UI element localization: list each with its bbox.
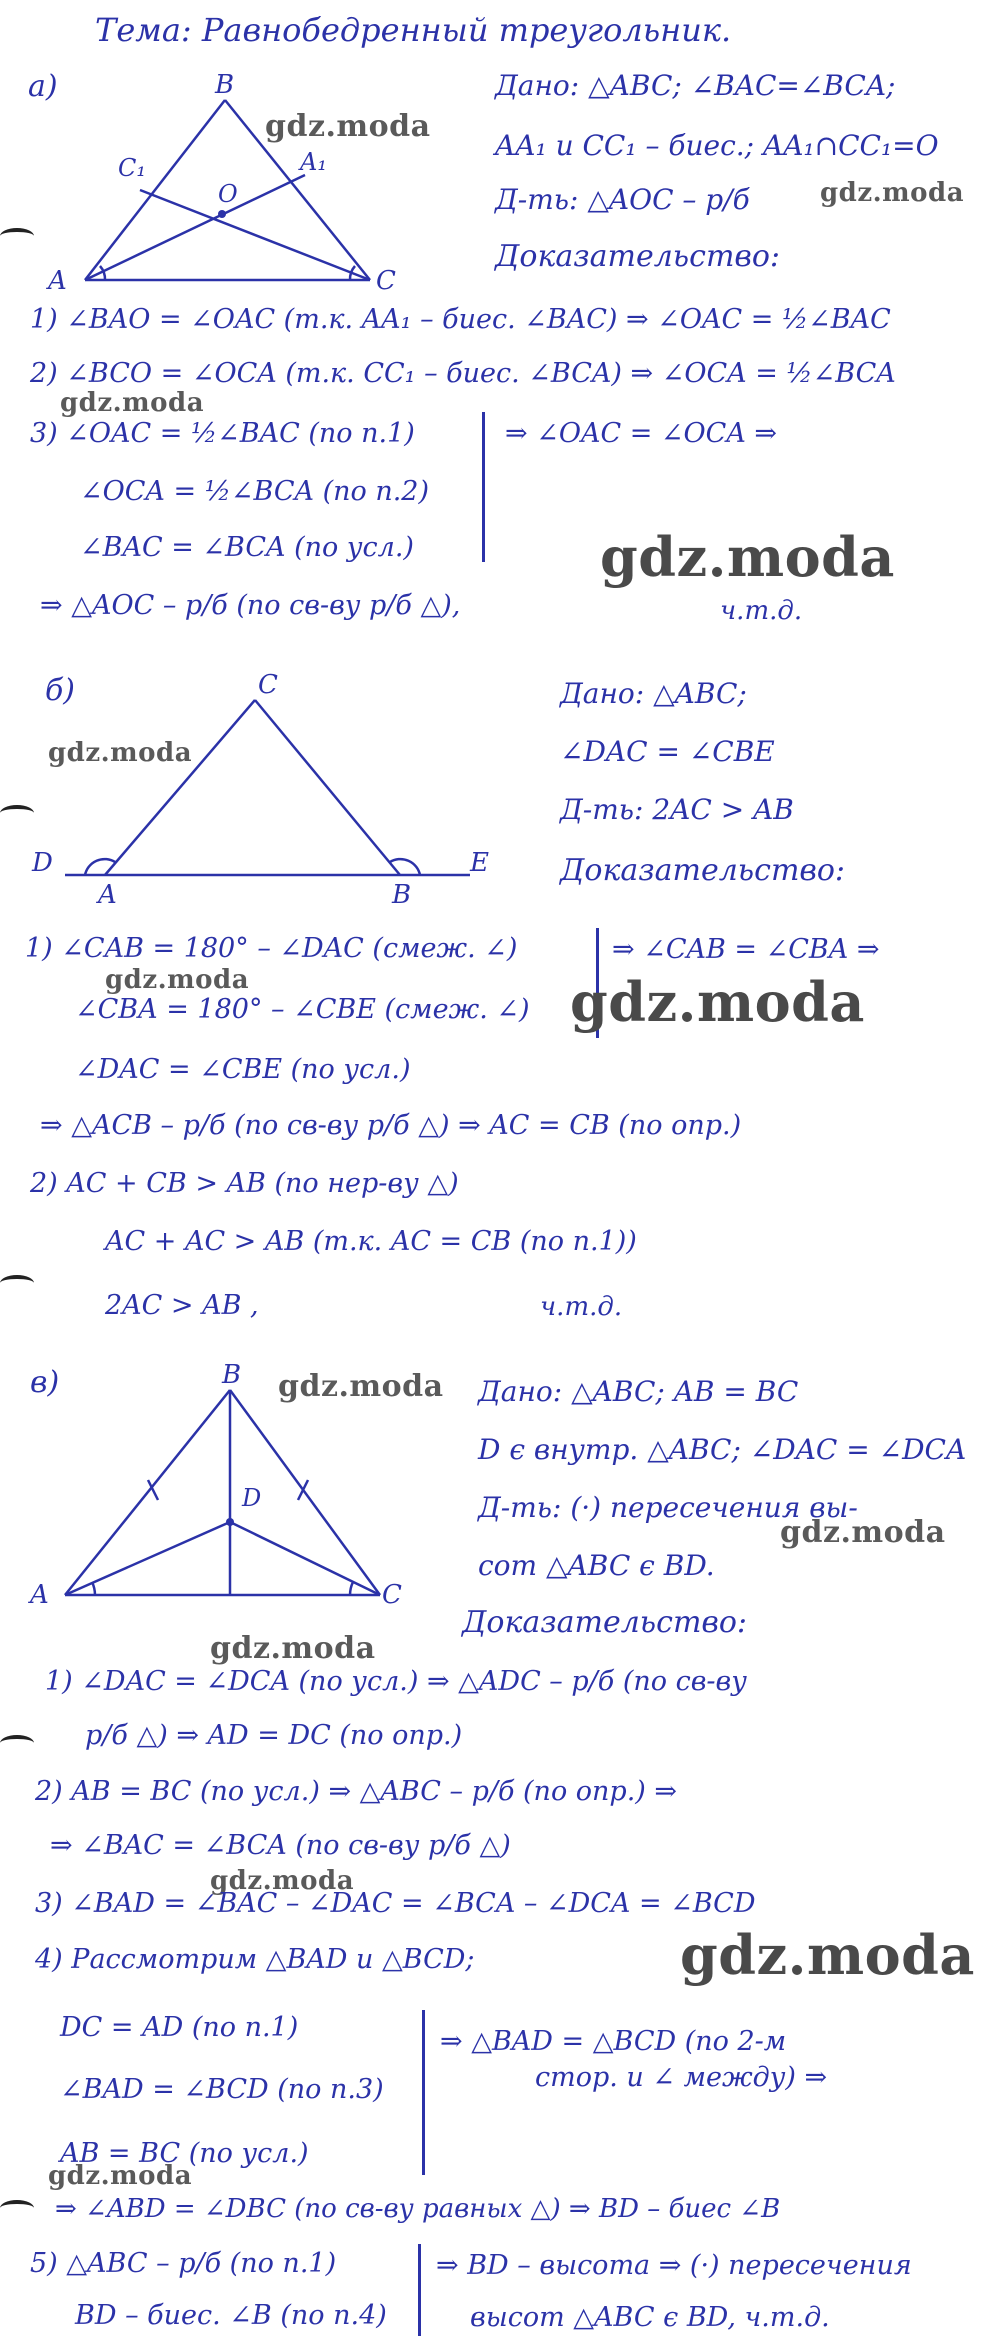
- proof-conclusion: высот △ABC є BD, ч.т.д.: [470, 2302, 830, 2333]
- given-line: Дано: △ABC; AB = BC: [478, 1375, 799, 1408]
- watermark: gdz.moda: [60, 388, 205, 418]
- proof-line: ⇒ △ACB – р/б (по св-ву р/б △) ⇒ AC = CB (по опр.): [40, 1110, 742, 1141]
- part-b-label: б): [45, 673, 76, 708]
- proof-title: Доказательство:: [495, 239, 781, 274]
- part-c-label: в): [30, 1365, 60, 1400]
- proof-line: ∠DAC = ∠CBE (по усл.): [75, 1054, 411, 1085]
- proof-line: BD – биес. ∠B (по п.4): [75, 2300, 387, 2331]
- proof-line: 1) ∠CAB = 180° – ∠DAC (смеж. ∠): [25, 933, 518, 964]
- given-line: D є внутр. △ABC; ∠DAC = ∠DCA: [478, 1433, 967, 1466]
- proof-line: 2AC > AB ,: [105, 1290, 259, 1321]
- watermark: gdz.moda: [105, 965, 250, 995]
- qed: ч.т.д.: [720, 596, 803, 626]
- given-line: AA₁ и CC₁ – биес.; AA₁∩CC₁=O: [495, 129, 939, 162]
- label-b: B: [392, 880, 412, 910]
- part-a-label: а): [28, 69, 58, 104]
- proof-line: 2) ∠BCO = ∠OCA (т.к. CC₁ – биес. ∠BCA) ⇒ ∠OCA = ½∠BCA: [30, 358, 896, 389]
- proof-line: 1) ∠DAC = ∠DCA (по усл.) ⇒ △ADC – р/б (по св-ву: [45, 1666, 747, 1697]
- given-line: Д-ть: 2AC > AB: [560, 793, 794, 826]
- label-a: A: [98, 880, 117, 910]
- label-a: A: [48, 266, 67, 296]
- proof-line: 4) Рассмотрим △BAD и △BCD;: [35, 1944, 475, 1975]
- proof-conclusion: ⇒ ∠CAB = ∠CBA ⇒: [612, 934, 880, 965]
- proof-line: 3) ∠BAD = ∠BAC – ∠DAC = ∠BCA – ∠DCA = ∠BCD: [35, 1888, 756, 1919]
- label-c: C: [258, 670, 278, 700]
- proof-line: DC = AD (по п.1): [60, 2012, 299, 2043]
- proof-conclusion: ⇒ ∠OAC = ∠OCA ⇒: [505, 418, 778, 449]
- page-title: Тема: Равнобедренный треугольник.: [95, 11, 732, 49]
- proof-conclusion: ⇒ △BAD = △BCD (по 2-м: [440, 2026, 787, 2057]
- proof-line: 5) △ABC – р/б (по п.1): [30, 2248, 337, 2279]
- proof-line: 1) ∠BAO = ∠OAC (т.к. AA₁ – биес. ∠BAC) ⇒ ∠OAC = ½∠BAC: [30, 304, 891, 335]
- given-line: Д-ть: (·) пересечения вы-: [478, 1491, 858, 1524]
- watermark: gdz.moda: [48, 2161, 193, 2191]
- watermark: gdz.moda: [278, 1369, 444, 1404]
- watermark: gdz.moda: [680, 1923, 975, 1987]
- given-line: сот △ABC є BD.: [478, 1549, 715, 1582]
- proof-line: ∠BAD = ∠BCD (по п.3): [60, 2074, 384, 2105]
- proof-line: AB = BC (по усл.): [60, 2138, 309, 2169]
- label-c1: C₁: [118, 154, 146, 182]
- given-line: Дано: △ABC;: [560, 677, 747, 710]
- proof-title: Доказательство:: [560, 853, 846, 888]
- label-c: C: [382, 1580, 402, 1610]
- proof-conclusion: стор. и ∠ между) ⇒: [535, 2062, 828, 2093]
- label-c: C: [376, 266, 396, 296]
- given-line: Д-ть: △AOC – р/б: [495, 183, 750, 216]
- proof-line: ⇒ △AOC – р/б (по св-ву р/б △),: [40, 590, 461, 621]
- brace-line: [418, 2244, 421, 2336]
- label-o: O: [218, 180, 238, 208]
- given-line: Дано: △ABC; ∠BAC=∠BCA;: [495, 69, 896, 102]
- watermark: gdz.moda: [570, 970, 865, 1034]
- proof-line: ∠OCA = ½∠BCA (по п.2): [80, 476, 430, 507]
- proof-line: ⇒ ∠ABD = ∠DBC (по св-ву равных △) ⇒ BD – биес ∠B: [55, 2194, 781, 2224]
- proof-line: ⇒ ∠BAC = ∠BCA (по св-ву р/б △): [50, 1830, 511, 1861]
- proof-line: ∠BAC = ∠BCA (по усл.): [80, 532, 414, 563]
- label-b: B: [222, 1360, 242, 1390]
- watermark: gdz.moda: [265, 109, 431, 144]
- watermark: gdz.moda: [210, 1631, 376, 1666]
- proof-title: Доказательство:: [462, 1605, 748, 1640]
- label-a1: A₁: [300, 148, 327, 176]
- proof-line: 2) AB = BC (по усл.) ⇒ △ABC – р/б (по опр.) ⇒: [35, 1776, 678, 1807]
- given-line: ∠DAC = ∠CBE: [560, 735, 775, 768]
- proof-conclusion: ⇒ BD – высота ⇒ (·) пересечения: [436, 2250, 912, 2281]
- label-d: D: [242, 1484, 262, 1512]
- proof-line: р/б △) ⇒ AD = DC (по опр.): [85, 1720, 463, 1751]
- label-d: D: [32, 848, 53, 878]
- label-b: B: [215, 70, 235, 100]
- proof-line: 3) ∠OAC = ½∠BAC (по п.1): [30, 418, 415, 449]
- qed: ч.т.д.: [540, 1292, 623, 1322]
- proof-line: ∠CBA = 180° – ∠CBE (смеж. ∠): [75, 994, 530, 1025]
- watermark: gdz.moda: [600, 525, 895, 589]
- proof-line: AC + AC > AB (т.к. AC = CB (по п.1)): [105, 1226, 637, 1257]
- brace-line: [422, 2010, 425, 2175]
- label-a: A: [30, 1580, 49, 1610]
- watermark: gdz.moda: [780, 1515, 946, 1550]
- label-e: E: [470, 848, 489, 878]
- watermark: gdz.moda: [820, 178, 965, 208]
- watermark: gdz.moda: [48, 738, 193, 768]
- watermark: gdz.moda: [210, 1866, 355, 1896]
- proof-line: 2) AC + CB > AB (по нер-ву △): [30, 1168, 459, 1199]
